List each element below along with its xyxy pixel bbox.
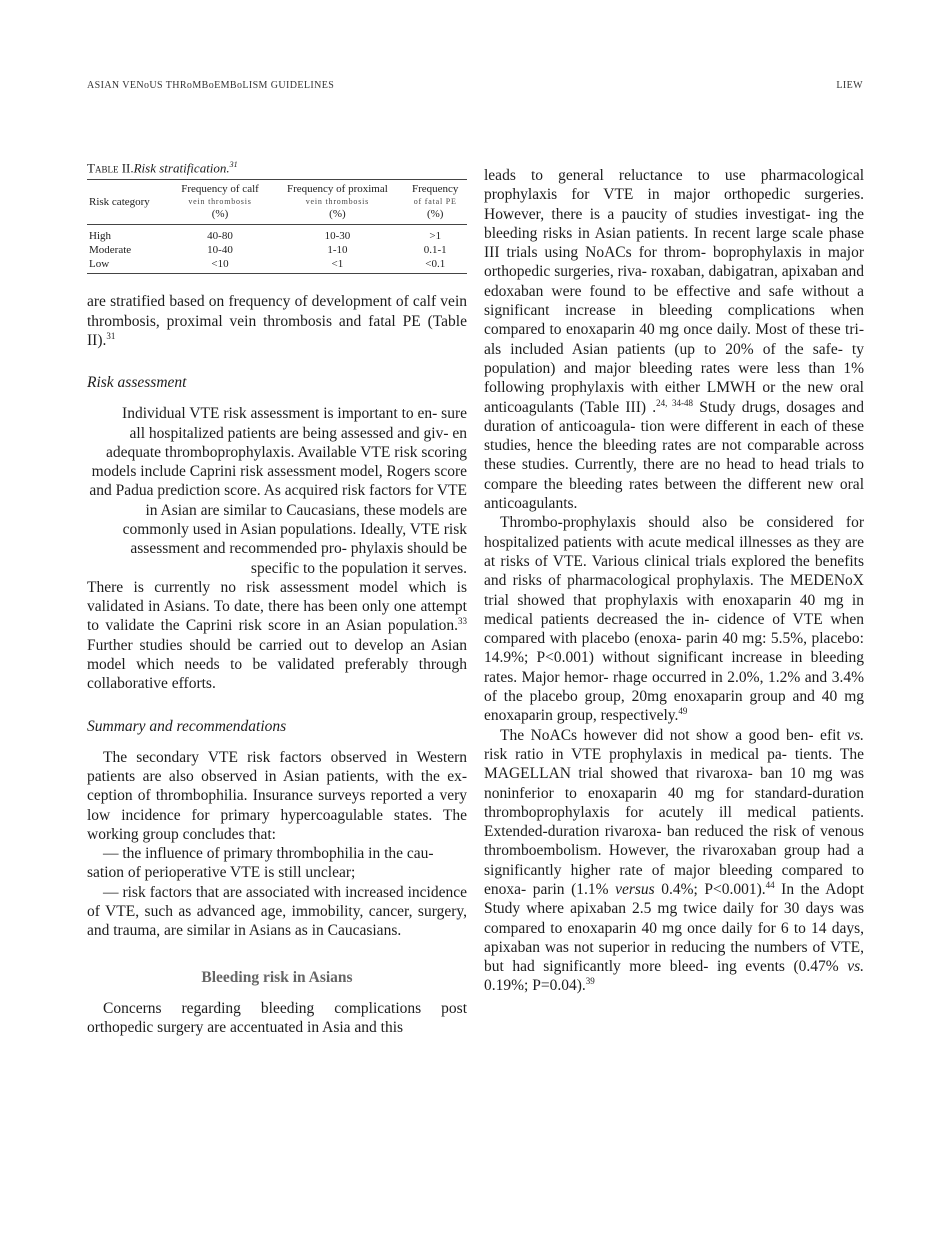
- heading-summary: Summary and recommendations: [87, 717, 287, 735]
- paragraph-summary: The secondary VTE risk factors observed in Western patients are also observed in Asian patients, with the ex- ception of thrombophilia. Insurance surveys reported a very low incidence for primary hypercoagulable states. The working group concludes that:: [87, 748, 467, 843]
- table-cell: <10: [169, 257, 272, 274]
- citation-ref: 44: [765, 879, 775, 890]
- table-cell: Moderate: [89, 244, 132, 257]
- table-cell: 40-80: [207, 230, 233, 243]
- col-header-fatal-pe: Frequency of fatal PE (%): [403, 180, 467, 225]
- table-row: [87, 257, 467, 274]
- table-header-row: [87, 180, 467, 225]
- table-cell: >1: [429, 230, 442, 243]
- running-header-author: LIEW: [836, 80, 863, 91]
- table-cell: Low: [87, 257, 169, 274]
- bullet-risk-factors: — risk factors that are associated with increased incidence of VTE, such as advanced age, immobility, cancer, surgery, and trauma, are similar in Asians as in Caucasians.: [87, 883, 467, 940]
- col-header-risk-category: Risk category: [87, 180, 169, 225]
- table-title-ref: 31: [229, 160, 238, 169]
- table-cell: High: [89, 230, 111, 243]
- citation-ref: 39: [585, 976, 595, 987]
- bullet-thrombophilia: — the influence of primary thrombophilia in the cau- sation of perioperative VTE is still unclear;: [87, 845, 434, 882]
- col-header-calf: Frequency of calf vein thrombosis (%): [169, 180, 272, 225]
- table-cell: <0.1: [403, 257, 467, 274]
- paragraph-risk-validation: There is currently no risk assessment model which is validated in Asians. To date, there has been only one attempt to validate the Caprini risk score in an Asian population.$^{33}$ Further studies should be carried out to develop an Asian model which needs to be validated preferably through collaborative efforts.: [87, 578, 467, 693]
- right-column: [484, 166, 864, 996]
- table-cell: 10-40: [207, 244, 233, 257]
- heading-risk-assessment: Risk assessment: [87, 374, 187, 392]
- paragraph-risk-assessment: Individual VTE risk assessment is important to en- sure all hospitalized patients are being assessed and giv- en adequate thromboprophylaxis. Available VTE risk scoring models include Caprini risk assessment model, Rogers score and Padua prediction score. As acquired risk factors for VTE in Asian are similar to Caucasians, these models are commonly used in Asian populations. Ideally, VTE risk assessment and recommended pro- phylaxis should be specific to the population it serves.: [89, 405, 467, 577]
- table-cell: 1-10: [327, 244, 348, 257]
- table-label: Table II.: [87, 160, 134, 176]
- risk-stratification-table: [87, 179, 467, 274]
- left-column: [87, 160, 467, 1037]
- citation-ref: 31: [106, 330, 116, 341]
- table-cell: <1: [271, 257, 403, 274]
- table-cell: 0.1-1: [423, 244, 447, 257]
- paragraph-bleeding: Concerns regarding bleeding complications post orthopedic surgery are accentuated in Asia and this: [87, 999, 467, 1036]
- running-header-title: ASIAN VENoUS THRoMBoEMBoLISM GUIDELINES: [87, 80, 335, 91]
- table-caption: [87, 160, 467, 176]
- col-header-proximal: Frequency of proximal vein thrombosis (%): [271, 180, 403, 225]
- paragraph-stratification: are stratified based on frequency of development of calf vein thrombosis, proximal vein thrombosis and fatal PE (Table II).$^{31}$: [87, 293, 467, 349]
- citation-ref: 24, 34-48: [656, 397, 694, 408]
- paragraph-medical-prophylaxis: Thrombo-prophylaxis should also be considered for hospitalized patients with acute medical illnesses as they are at risks of VTE. Various clinical trials explored the benefits and risks of pharmacological prophylaxis. The MEDENoX trial showed that prophylaxis with enoxaparin 40 mg in medical patients decreased the in- cidence of VTE when compared with placebo (enoxa- parin 40 mg: 5.5%, placebo: 14.9%; P<0.001) without significant increase in bleeding rates. Major hemor- rhage occurred in 2.0%, 1.2% and 3.4% of the placebo group, 20mg enoxaparin group and 40 mg enoxaparin group, respectively.$^{49}$: [484, 514, 864, 725]
- citation-ref: 33: [458, 616, 467, 627]
- paragraph-bleeding-continued: leads to general reluctance to use pharmacological prophylaxis for VTE in major orthopedic surgeries. However, there is a paucity of studies investigat- ing the bleeding risks in Asian patients. In recent large scale phase III trials using NoACs for throm- boprophylaxis in major orthopedic surgeries, riva- roxaban, dabigatran, apixaban and edoxaban were found to be effective and safe without a significant increase in bleeding complications when compared to enoxaparin 40 mg once daily. Most of these tri- als included Asian patients (up to 20% of the safe- ty population) and major bleeding rates were less than 1% following prophylaxis with either LMWH or the new oral anticoagulants (Table III) .$^{24, 34-48}$ Study drugs, dosages and duration of anticoagula- tion were different in each of these studies, hence the bleeding rates are not comparable across these studies. Currently, there are no head to head trials to compare the bleeding rates between the different new oral anticoagulants.: [484, 167, 864, 513]
- citation-ref: 49: [678, 706, 688, 717]
- table-row: [87, 243, 467, 257]
- heading-bleeding-risk: Bleeding risk in Asians: [201, 968, 353, 986]
- table-row: [87, 225, 467, 244]
- table-cell: 10-30: [324, 230, 351, 243]
- table-title: Risk stratification.: [133, 160, 230, 176]
- paragraph-noacs: The NoACs however did not show a good ben- efit vs. risk ratio in VTE prophylaxis in medical pa- tients. The MAGELLAN trial showed that rivaroxa- ban 10 mg was noninferior to enoxaparin 40 mg for standard-duration thromboprophylaxis for acutely ill medical patients. Extended-duration rivaroxa- ban reduced the risk of venous thromboembolism. However, the rivaroxaban group had a significantly higher rate of major bleeding compared to enoxa- parin (1.1% versus 0.4%; P<0.001).$^{44}$ In the Adopt Study where apixaban 2.5 mg twice daily for 30 days was compared to enoxaparin 40 mg once daily for 6 to 14 days, apixaban was not superior in reducing the numbers of VTE, but had significantly more bleed- ing events (0.47% vs. 0.19%; P=0.04).$^{39}$: [484, 726, 864, 995]
